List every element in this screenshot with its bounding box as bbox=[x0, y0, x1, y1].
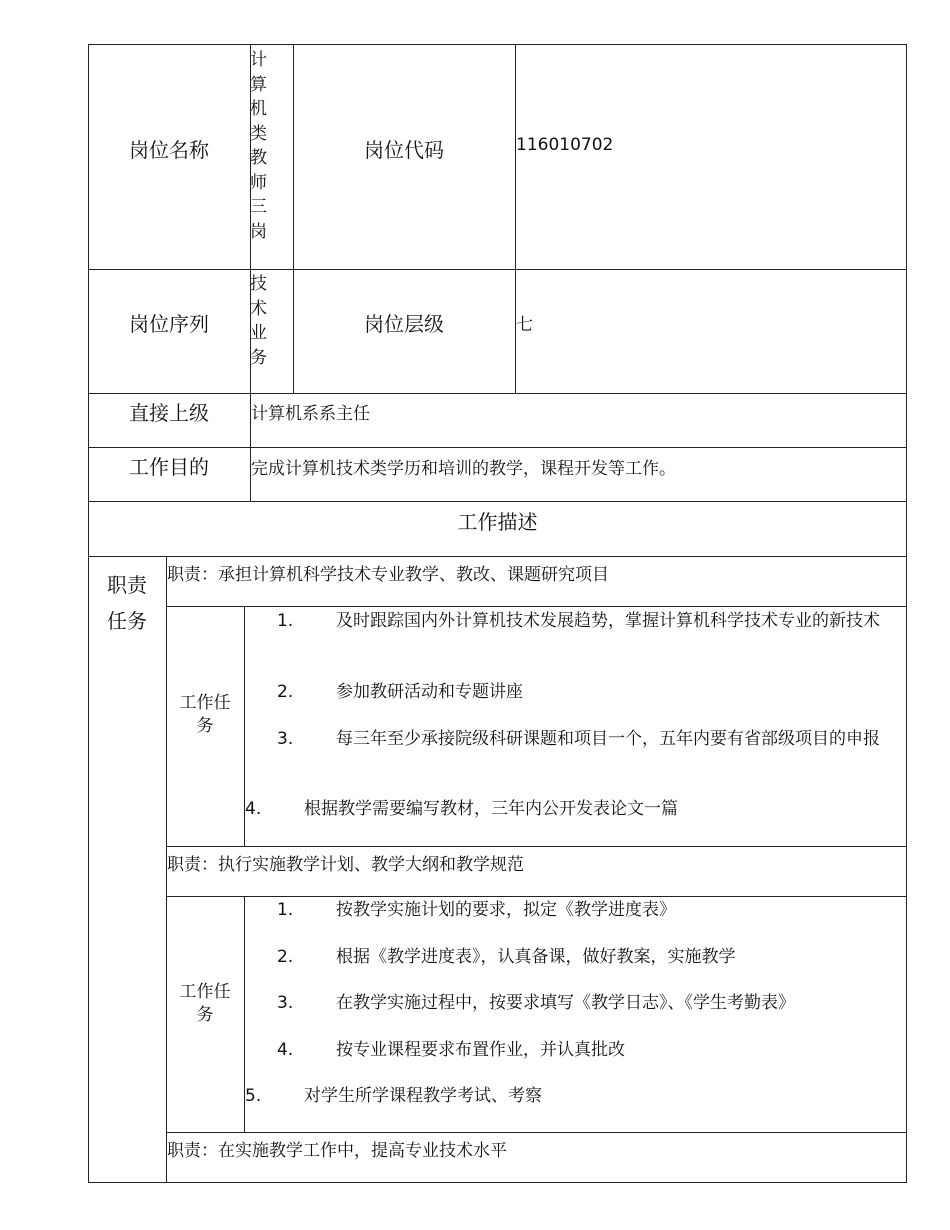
task-2-4 bbox=[277, 1039, 899, 1062]
task-1-3 bbox=[277, 728, 899, 751]
post-code-label: 岗位代码 bbox=[364, 138, 444, 162]
task-2-2-num: 2. bbox=[277, 947, 294, 967]
post-series-value-text: 技术业务 bbox=[250, 274, 267, 368]
task-2-3 bbox=[277, 992, 899, 1015]
supervisor-label: 直接上级 bbox=[129, 401, 209, 425]
task-1-2-text: 参加教研活动和专题讲座 bbox=[336, 682, 523, 702]
duty-task-label-line2: 任务 bbox=[107, 609, 147, 633]
duty-3-text: 职责：在实施教学工作中，提高专业技术水平 bbox=[167, 1141, 507, 1161]
task-2-4-text: 按专业课程要求布置作业，并认真批改 bbox=[336, 1040, 625, 1060]
task-label-2: 工作任务 bbox=[179, 982, 231, 1025]
task-2-1 bbox=[277, 899, 899, 922]
task-label-1: 工作任务 bbox=[179, 693, 231, 736]
task-1-4 bbox=[245, 798, 895, 821]
duty-1-text: 职责：承担计算机科学技术专业教学、教改、课题研究项目 bbox=[167, 565, 609, 585]
description-title: 工作描述 bbox=[457, 510, 538, 534]
post-level-value: 七 bbox=[516, 315, 533, 335]
row-divider bbox=[88, 269, 907, 270]
task-2-1-text: 按教学实施计划的要求，拟定《教学进度表》 bbox=[336, 900, 676, 920]
task-1-4-text: 根据教学需要编写教材，三年内公开发表论文一篇 bbox=[304, 799, 678, 819]
task-1-1-num: 1. bbox=[277, 611, 294, 631]
purpose-label: 工作目的 bbox=[129, 455, 209, 479]
row-divider bbox=[166, 896, 907, 897]
post-name-label: 岗位名称 bbox=[129, 138, 209, 162]
task-2-3-text: 在教学实施过程中，按要求填写《教学日志》、《学生考勤表》 bbox=[336, 993, 795, 1013]
task-2-1-num: 1. bbox=[277, 900, 294, 920]
post-name-value-text: 计算机类教师三岗 bbox=[250, 50, 267, 242]
task-2-2-text: 根据《教学进度表》，认真备课，做好教案，实施教学 bbox=[336, 947, 736, 967]
row-divider bbox=[88, 447, 907, 448]
task-2-5-num: 5. bbox=[245, 1086, 262, 1106]
row-divider bbox=[88, 393, 907, 394]
task-2-5-text: 对学生所学课程教学考试、考察 bbox=[304, 1086, 542, 1106]
col-divider bbox=[293, 44, 294, 394]
task-1-3-text: 每三年至少承接院级科研课题和项目一个，五年内要有省部级项目的申报 bbox=[336, 729, 880, 749]
row-divider bbox=[88, 556, 907, 557]
row-divider bbox=[166, 846, 907, 847]
task-1-3-num: 3. bbox=[277, 729, 294, 749]
task-1-2 bbox=[277, 681, 899, 704]
row-divider bbox=[166, 1132, 907, 1133]
post-code-value: 116010702 bbox=[516, 135, 614, 155]
purpose-value: 完成计算机技术类学历和培训的教学，课程开发等工作。 bbox=[251, 459, 676, 479]
task-1-2-num: 2. bbox=[277, 682, 294, 702]
post-series-label: 岗位序列 bbox=[129, 312, 209, 336]
col-divider bbox=[515, 44, 516, 394]
table-border-right bbox=[906, 44, 907, 1183]
duty-task-label-line1: 职责 bbox=[107, 573, 147, 597]
task-1-1 bbox=[277, 610, 899, 633]
task-1-1-text: 及时跟踪国内外计算机技术发展趋势，掌握计算机科学技术专业的新技术 bbox=[336, 611, 880, 631]
post-series-value bbox=[250, 272, 272, 370]
task-2-3-num: 3. bbox=[277, 993, 294, 1013]
task-2-2 bbox=[277, 946, 899, 969]
task-1-4-num: 4. bbox=[245, 799, 262, 819]
post-level-label: 岗位层级 bbox=[364, 312, 444, 336]
row-divider bbox=[88, 501, 907, 502]
table-border-top bbox=[88, 44, 907, 45]
duty-2-text: 职责：执行实施教学计划、教学大纲和教学规范 bbox=[167, 855, 524, 875]
table-border-bottom bbox=[88, 1182, 907, 1183]
post-name-value bbox=[250, 48, 272, 244]
task-2-4-num: 4. bbox=[277, 1040, 294, 1060]
supervisor-value: 计算机系系主任 bbox=[251, 404, 370, 424]
row-divider bbox=[166, 606, 907, 607]
task-2-5 bbox=[245, 1085, 895, 1108]
